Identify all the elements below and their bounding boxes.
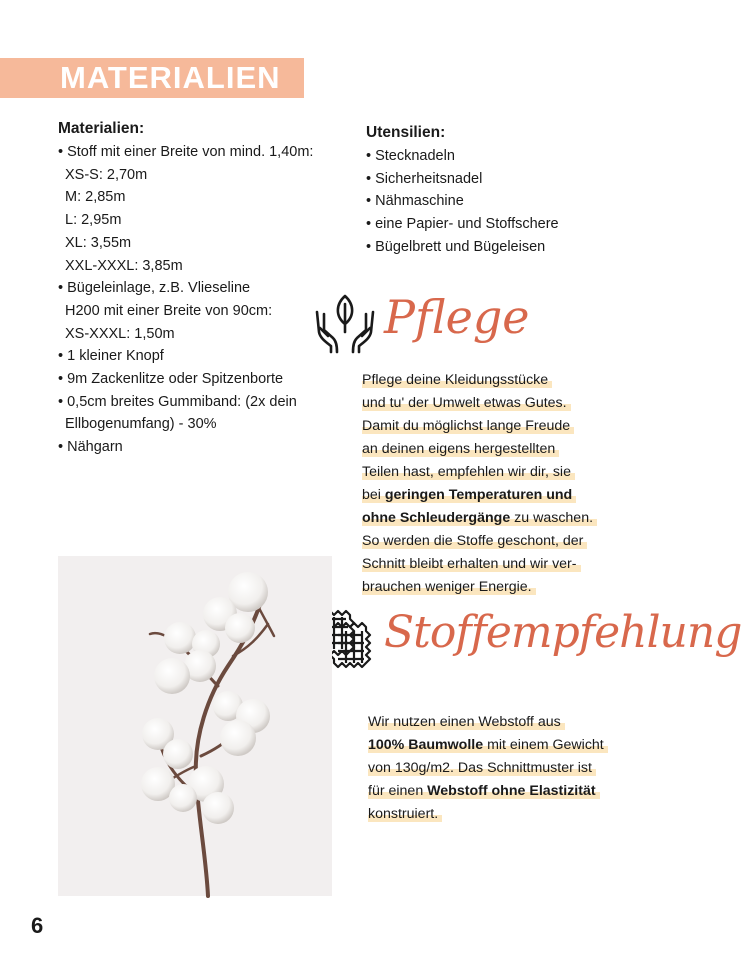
hands-leaf-icon <box>314 292 376 354</box>
emphasis-text: geringen Temperaturen und <box>384 487 573 503</box>
title-banner <box>0 58 304 98</box>
cotton-branch-photo <box>58 556 332 896</box>
text-line: bei <box>362 487 385 503</box>
materials-list <box>58 141 348 459</box>
text-line: Wir nutzen einen Webstoff aus <box>368 714 565 730</box>
fabric-title: Stoffempfehlung <box>384 607 741 658</box>
text-line: zu waschen. <box>510 510 594 526</box>
text-line: Teilen hast, empfehlen wir dir, sie <box>362 464 575 480</box>
list-item: M: 2,85m <box>65 189 126 206</box>
text-line: Pflege deine Kleidungsstücke <box>362 372 552 388</box>
materials-heading: Materialien: <box>58 120 145 137</box>
text-line: brauchen weniger Energie. <box>362 579 536 595</box>
utensils-heading: Utensilien: <box>366 124 446 141</box>
list-item: L: 2,95m <box>65 212 122 229</box>
list-item: XXL-XXXL: 3,85m <box>65 257 183 274</box>
text-line: konstruiert. <box>368 806 442 822</box>
text-line: mit einem Gewicht <box>483 737 604 753</box>
list-item: • 1 kleiner Knopf <box>58 348 164 365</box>
list-item: XS-XXXL: 1,50m <box>65 325 175 342</box>
list-item: • Stoff mit einer Breite von mind. 1,40m: <box>58 144 314 160</box>
list-item: XS-S: 2,70m <box>65 166 148 183</box>
text-line: und tu' der Umwelt etwas Gutes. <box>362 395 571 411</box>
care-paragraph <box>362 369 597 599</box>
text-line: Damit du möglichst lange Freude <box>362 418 574 434</box>
list-item: • Nähgarn <box>58 439 123 456</box>
page-title: MATERIALIEN <box>60 60 281 95</box>
care-title: Pflege <box>384 290 530 344</box>
text-line: Schnitt bleibt erhalten und wir ver- <box>362 556 581 572</box>
list-item: • Stecknadeln <box>366 148 455 164</box>
list-item: • 0,5cm breites Gummiband: (2x dein <box>58 393 297 410</box>
list-item: XL: 3,55m <box>65 234 132 251</box>
fabric-paragraph <box>368 711 608 826</box>
list-item: Ellbogenumfang) - 30% <box>65 416 217 433</box>
list-item: • eine Papier- und Stoffschere <box>366 216 559 233</box>
text-line: für einen <box>368 783 428 799</box>
utensils-section <box>366 123 626 259</box>
list-item: • Bügeleinlage, z.B. Vlieseline <box>58 280 251 297</box>
materials-section <box>58 119 348 459</box>
utensils-list <box>366 145 626 259</box>
text-line: an deinen eigens hergestellten <box>362 441 559 457</box>
emphasis-text: ohne Schleudergänge <box>362 510 511 526</box>
cotton-branch-illustration <box>58 556 332 896</box>
page-number: 6 <box>31 913 44 938</box>
list-item: • Nähmaschine <box>366 193 464 210</box>
list-item: • Bügelbrett und Bügeleisen <box>366 238 546 255</box>
emphasis-text: Webstoff ohne Elastizität <box>427 783 596 799</box>
emphasis-text: 100% Baumwolle <box>368 737 484 753</box>
text-line: So werden die Stoffe geschont, der <box>362 533 587 549</box>
text-line: von 130g/m2. Das Schnittmuster ist <box>368 760 596 776</box>
list-item: H200 mit einer Breite von 90cm: <box>65 302 273 319</box>
list-item: • 9m Zackenlitze oder Spitzenborte <box>58 371 284 388</box>
list-item: • Sicherheitsnadel <box>366 170 483 187</box>
